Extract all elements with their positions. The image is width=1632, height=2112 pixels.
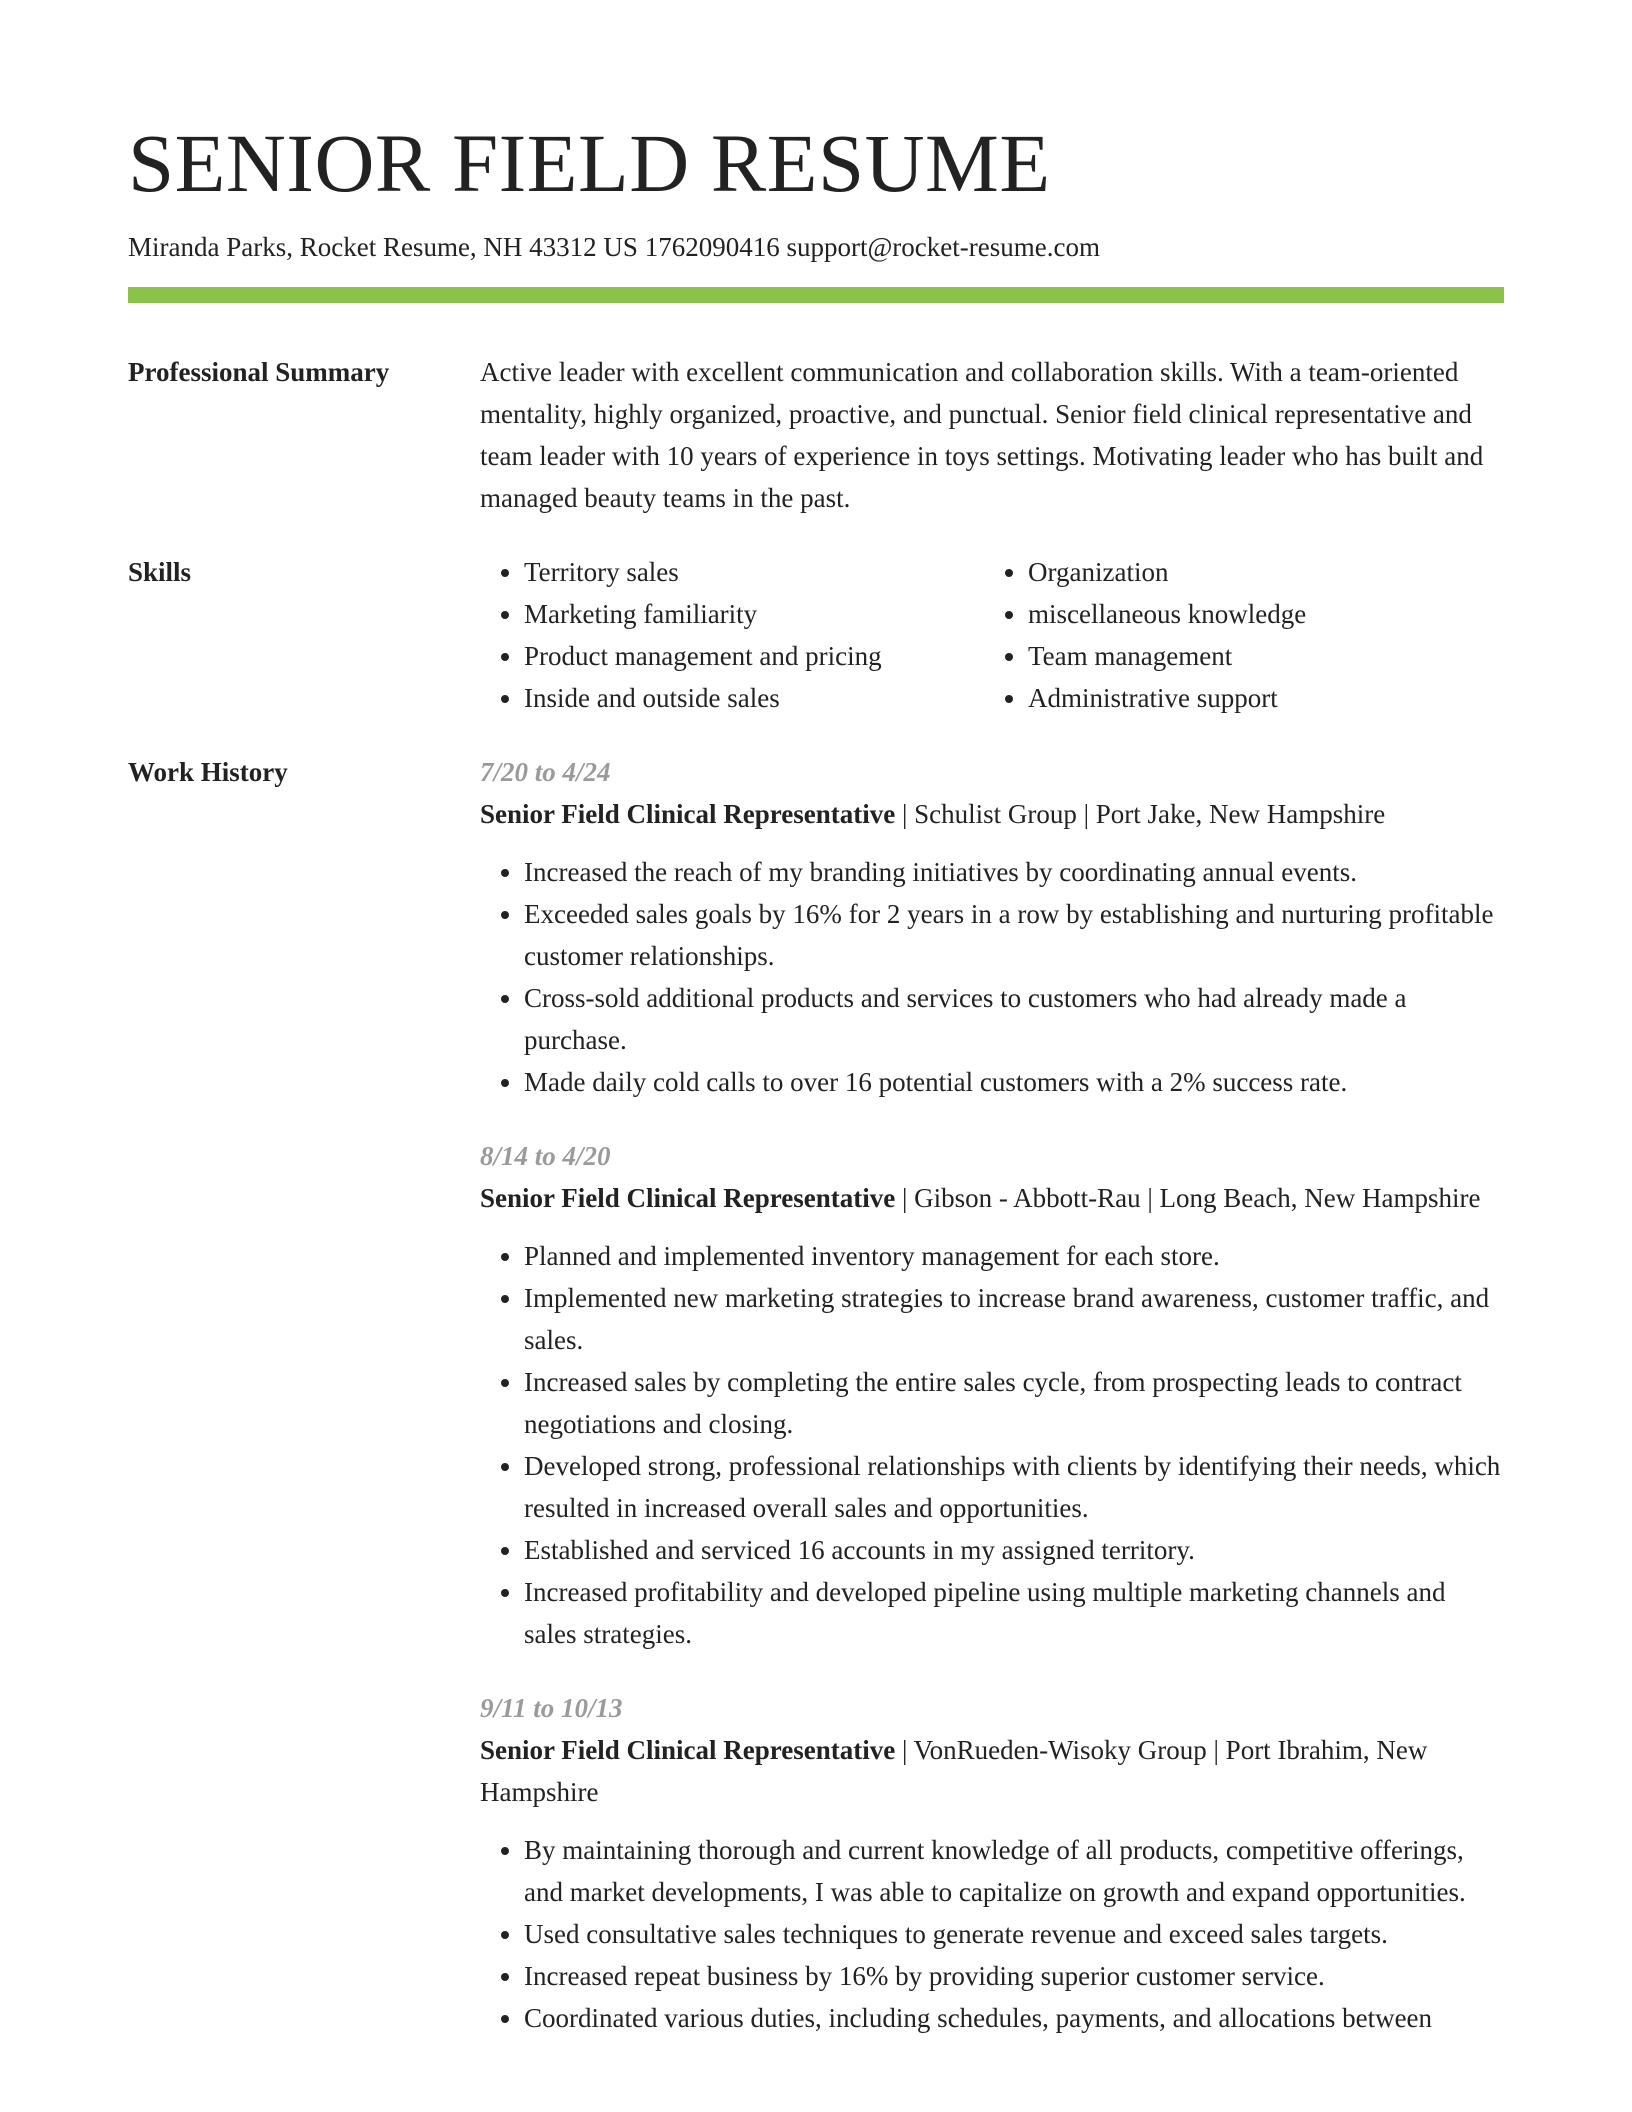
job-bullet: • Made daily cold calls to over 16 potential customers with a 2% success rate. (524, 1061, 1504, 1103)
section-label-skills: Skills (128, 557, 192, 588)
job-bullet: • Increased the reach of my branding initiatives by coordinating annual events. (524, 851, 1504, 893)
header-divider (128, 287, 1504, 303)
skill-item: • Inside and outside sales (524, 677, 984, 719)
work-history-section (128, 751, 1504, 2071)
job-bullet: • Used consultative sales techniques to generate revenue and exceed sales targets. (524, 1913, 1504, 1955)
job-bullet: • Planned and implemented inventory management for each store. (524, 1235, 1504, 1277)
resume-title: SENIOR FIELD RESUME (128, 117, 1051, 209)
job-bullets (480, 851, 1504, 1103)
job-entry (480, 1687, 1504, 2039)
skill-item: • Territory sales (524, 551, 984, 593)
job-details: | Gibson - Abbott-Rau | Long Beach, New Hampshire (895, 1183, 1481, 1214)
job-bullet: • Coordinated various duties, including schedules, payments, and allocations between (524, 1997, 1504, 2039)
job-bullet: • Increased repeat business by 16% by providing superior customer service. (524, 1955, 1504, 1997)
skill-item: • Team management (1028, 635, 1488, 677)
job-entry (480, 751, 1504, 1103)
job-title: Senior Field Clinical Representative (480, 799, 896, 830)
job-bullets (480, 1235, 1504, 1655)
skills-section (128, 551, 1504, 719)
job-dates: 9/11 to 10/13 (480, 1693, 623, 1724)
skill-item: • Administrative support (1028, 677, 1488, 719)
skills-column-2 (984, 551, 1488, 719)
skills-column-1 (480, 551, 984, 719)
job-bullet: • Cross-sold additional products and services to customers who had already made a purchase. (524, 977, 1504, 1061)
job-heading (480, 793, 1504, 835)
job-bullet: • Increased sales by completing the entire sales cycle, from prospecting leads to contract negotiations and closing. (524, 1361, 1504, 1445)
job-bullets (480, 1829, 1504, 2039)
job-details: | Schulist Group | Port Jake, New Hampshire (895, 799, 1386, 830)
job-bullet: • Increased profitability and developed pipeline using multiple marketing channels and sales strategies. (524, 1571, 1504, 1655)
job-entry (480, 1135, 1504, 1655)
job-bullet: • By maintaining thorough and current knowledge of all products, competitive offerings, and market developments, I was able to capitalize on growth and expand opportunities. (524, 1829, 1504, 1913)
job-details: | VonRueden-Wisoky Group | Port Ibrahim, New Hampshire (480, 1735, 1428, 1808)
job-heading (480, 1729, 1504, 1813)
summary-text: Active leader with excellent communication and collaboration skills. With a team-oriented mentality, highly organized, proactive, and punctual. Senior field clinical representative and team leader with 10 years of experience in toys settings. Motivating leader who has built and managed beauty teams in the past. (480, 357, 1484, 514)
job-bullet: • Exceeded sales goals by 16% for 2 years in a row by establishing and nurturing profitable customer relationships. (524, 893, 1504, 977)
skill-item: • miscellaneous knowledge (1028, 593, 1488, 635)
section-label-work-history: Work History (128, 757, 288, 788)
job-bullet: • Established and serviced 16 accounts in my assigned territory. (524, 1529, 1504, 1571)
resume-page (128, 0, 1504, 2071)
job-title: Senior Field Clinical Representative (480, 1735, 896, 1766)
job-dates: 7/20 to 4/24 (480, 757, 611, 788)
skill-item: • Organization (1028, 551, 1488, 593)
job-bullet: • Developed strong, professional relationships with clients by identifying their needs, which resulted in increased overall sales and opportunities. (524, 1445, 1504, 1529)
skill-item: • Product management and pricing (524, 635, 984, 677)
summary-section (128, 351, 1504, 519)
job-heading (480, 1177, 1504, 1219)
section-label-summary: Professional Summary (128, 357, 390, 388)
job-title: Senior Field Clinical Representative (480, 1183, 896, 1214)
job-dates: 8/14 to 4/20 (480, 1141, 611, 1172)
contact-line: Miranda Parks, Rocket Resume, NH 43312 US 1762090416 support@rocket-resume.com (128, 232, 1100, 262)
job-bullet: • Implemented new marketing strategies to increase brand awareness, customer traffic, and sales. (524, 1277, 1504, 1361)
skill-item: • Marketing familiarity (524, 593, 984, 635)
